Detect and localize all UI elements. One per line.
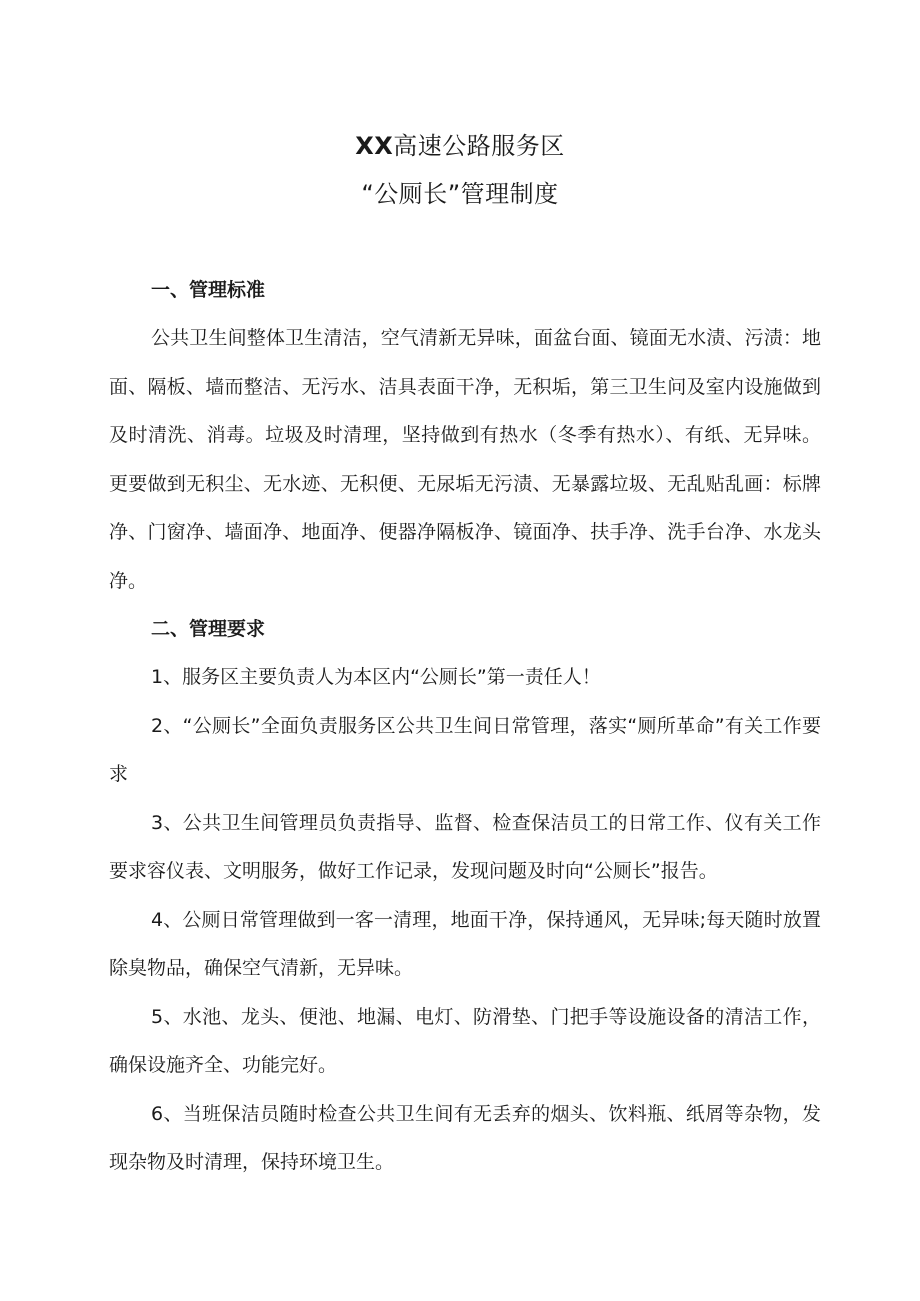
document-body xyxy=(109,266,821,1187)
title-line-1 xyxy=(0,122,920,170)
paragraph-requirement-2: 2、“公厕长”全面负责服务区公共卫生间日常管理，落实“厕所革命”有关工作要求 xyxy=(109,714,821,785)
paragraph-requirement-5: 5、水池、龙头、便池、地漏、电灯、防滑垫、门把手等设施设备的清洁工作，确保设施齐全、功能完好。 xyxy=(109,1005,821,1076)
paragraph-requirement-1: 1、服务区主要负责人为本区内“公厕长”第一责任人！ xyxy=(151,666,601,688)
paragraph-standards: 公共卫生间整体卫生清洁，空气清新无异味，面盆台面、镜面无水渍、污渍：地面、隔板、墙而整洁、无污水、洁具表面干净，无积垢，第三卫生问及室内设施做到及时清洗、消毒。垃圾及时清理，坚持做到有热水（冬季有热水）、有纸、无异味。更要做到无积尘、无水迹、无积便、无尿垢无污渍、无暴露垃圾、无乱贴乱画：标牌净、门窗净、墙面净、地面净、便器净隔板净、镜面净、扶手净、洗手台净、水龙头净。 xyxy=(109,327,821,592)
paragraph-requirement-6: 6、当班保洁员随时检查公共卫生间有无丢弃的烟头、饮料瓶、纸屑等杂物，发现杂物及时清理，保持环境卫生。 xyxy=(109,1102,821,1173)
title-line-2: “公厕长”管理制度 xyxy=(361,180,559,208)
section-heading-standards: 一、管理标准 xyxy=(151,279,266,301)
title-prefix: XX xyxy=(355,132,394,160)
title-line-1-text: 高速公路服务区 xyxy=(393,132,565,160)
section-heading-requirements: 二、管理要求 xyxy=(151,618,266,640)
paragraph-requirement-3: 3、公共卫生间管理员负责指导、监督、检查保洁员工的日常工作、仪有关工作要求容仪表、文明服务，做好工作记录，发现问题及时向“公厕长”报告。 xyxy=(109,811,821,882)
document-title xyxy=(0,122,920,218)
paragraph-requirement-4: 4、公厕日常管理做到一客一清理，地面干净，保持通风，无异味;每天随时放置除臭物品，确保空气清新，无异味。 xyxy=(109,908,821,979)
